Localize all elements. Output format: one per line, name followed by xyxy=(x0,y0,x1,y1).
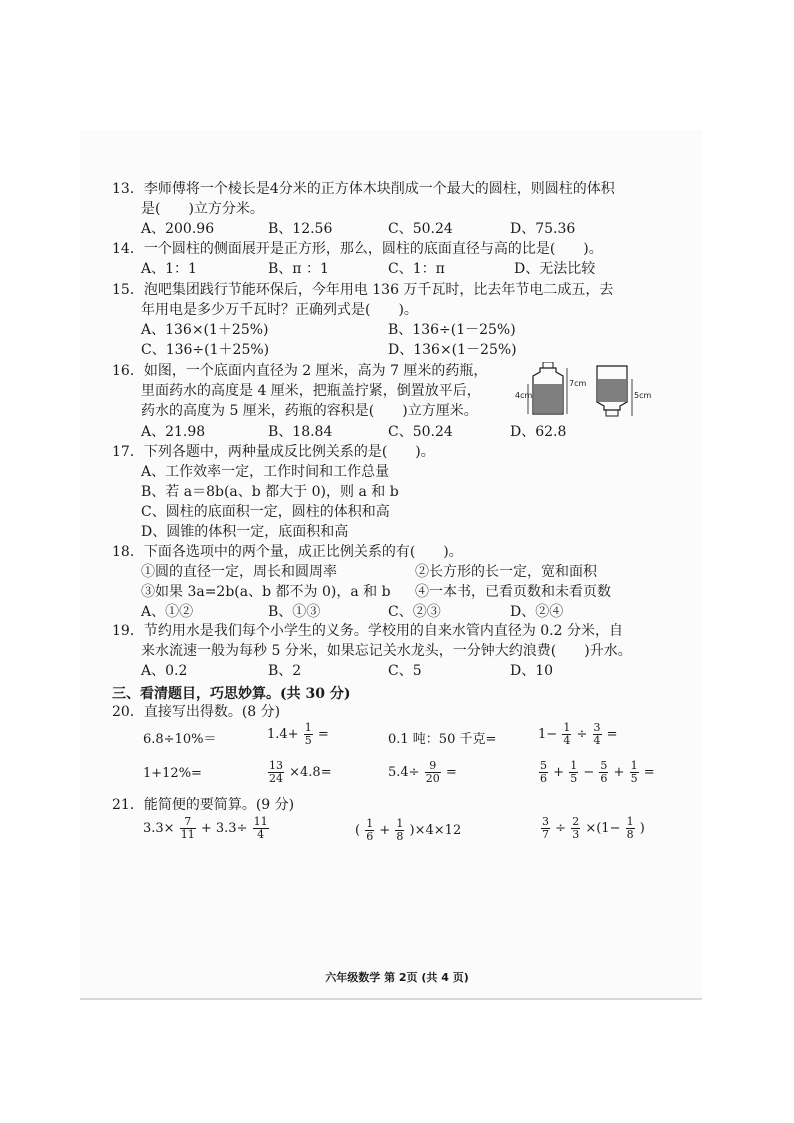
section-3-heading: 三、看清题目，巧思妙算。(共 30 分) xyxy=(112,686,351,702)
q20-expr-3-text: 0.1 吨：50 千克= xyxy=(388,732,497,747)
q13-line2: 是( )立方分米。 xyxy=(141,201,264,217)
numerator: 1 xyxy=(570,759,578,772)
fraction xyxy=(539,760,548,785)
q18-option-d: D、②④ xyxy=(510,604,564,620)
numerator: 1 xyxy=(626,815,634,828)
numerator: 1 xyxy=(366,817,374,830)
q20-expr-5 xyxy=(143,766,202,781)
denominator: 20 xyxy=(425,772,440,785)
q16-line3: 药水的高度为 5 厘米，药瓶的容积是( )立方厘米。 xyxy=(141,403,478,419)
numerator: 9 xyxy=(425,760,441,773)
q19-line1: 19．节约用水是我们每个小学生的义务。学校用的自来水管内直径为 0.2 分米，自 xyxy=(112,623,623,639)
q15-option-d: D、136×(1－25%) xyxy=(388,342,517,358)
q21-expr-1 xyxy=(143,816,270,841)
upright-bottle xyxy=(533,362,563,414)
denominator: 4 xyxy=(563,734,571,747)
q20-expr-2 xyxy=(267,722,329,747)
q19-option-c: C、5 xyxy=(388,663,422,679)
operator: + xyxy=(613,765,625,780)
q20-expr-4-tail: = xyxy=(606,727,618,742)
q20-expr-2-tail: = xyxy=(317,727,329,742)
scan-edge xyxy=(80,998,702,1000)
denominator: 4 xyxy=(257,828,265,841)
fraction xyxy=(569,760,578,785)
q15-line2: 年用电是多少万千瓦时？正确列式是( )。 xyxy=(141,302,418,318)
denominator: 8 xyxy=(626,828,634,841)
label-left-height: 4cm xyxy=(515,391,533,400)
numerator: 7 xyxy=(180,816,196,829)
q21-title: 21．能简便的要简算。(9 分) xyxy=(112,797,295,813)
q15-option-c: C、136÷(1＋25%) xyxy=(141,342,270,358)
numerator: 3 xyxy=(593,721,601,734)
denominator: 24 xyxy=(269,772,283,785)
q15-option-b: B、136÷(1－25%) xyxy=(388,322,516,338)
q20-expr-4-lead: 1− xyxy=(538,727,558,742)
denominator: 6 xyxy=(366,830,374,843)
fraction xyxy=(571,816,580,841)
denominator: 7 xyxy=(542,828,549,841)
denominator: 3 xyxy=(572,828,580,841)
q19-option-b: B、2 xyxy=(268,663,302,679)
operator: ÷ xyxy=(555,821,567,836)
q19-line2: 来水流速一般为每秒 5 分米，如果忘记关水龙头，一分钟大约浪费( )升水。 xyxy=(141,643,632,659)
q18-item-4: ④一本书，已看页数和未看页数 xyxy=(415,584,611,600)
numerator: 3 xyxy=(542,815,549,828)
fraction xyxy=(630,760,639,785)
denominator: 6 xyxy=(540,772,547,785)
label-right-height: 5cm xyxy=(634,391,652,400)
q13-option-c: C、50.24 xyxy=(388,221,453,237)
q20-expr-3 xyxy=(388,728,496,747)
q21-expr-2-lead: ( xyxy=(355,823,361,838)
fraction xyxy=(365,818,374,843)
operator: − xyxy=(583,765,595,780)
operator: + xyxy=(379,823,391,838)
numerator: 11 xyxy=(253,815,268,828)
q20-expr-1-text: 6.8÷10%＝ xyxy=(143,732,217,747)
q21-expr-3-mid: ×(1− xyxy=(585,821,621,836)
q20-expr-8 xyxy=(538,760,655,785)
q16-option-c: C、50.24 xyxy=(388,424,453,440)
q20-expr-8-tail: = xyxy=(643,765,655,780)
fraction xyxy=(562,722,571,747)
q20-expr-1 xyxy=(143,728,216,747)
q14-line1: 14．一个圆柱的侧面展开是正方形，那么，圆柱的底面直径与高的比是( )。 xyxy=(112,241,603,257)
label-bottle-height: 7cm xyxy=(569,379,587,388)
denominator: 5 xyxy=(630,772,638,785)
denominator: 5 xyxy=(304,734,312,747)
q20-expr-7-tail: = xyxy=(445,765,457,780)
q14-option-d: D、无法比较 xyxy=(514,261,596,277)
q19-option-d: D、10 xyxy=(510,663,554,679)
denominator: 4 xyxy=(593,734,601,747)
q17-line1: 17．下列各题中，两种量成反比例关系的是( )。 xyxy=(112,444,435,460)
fraction xyxy=(425,760,441,785)
q17-option-b: B、若 a＝8b(a、b 都大于 0)，则 a 和 b xyxy=(141,484,399,500)
numerator: 1 xyxy=(304,721,312,734)
numerator: 5 xyxy=(600,759,608,772)
q16-line1: 16．如图，一个底面内直径为 2 厘米，高为 7 厘米的药瓶， xyxy=(112,363,488,379)
q21-expr-2-tail: )×4×12 xyxy=(409,823,462,838)
operator: + 3.3÷ xyxy=(200,821,248,836)
q18-option-b: B、①③ xyxy=(268,604,321,620)
q18-item-1: ①圆的直径一定，周长和圆周率 xyxy=(141,564,337,580)
q13-option-a: A、200.96 xyxy=(141,221,215,237)
inverted-bottle xyxy=(597,366,627,416)
q15-line1: 15．泡吧集团践行节能环保后，今年用电 136 万千瓦时，比去年节电二成五，去 xyxy=(112,282,614,298)
fraction xyxy=(180,816,196,841)
fraction xyxy=(541,816,550,841)
q20-expr-7-lead: 5.4÷ xyxy=(388,765,420,780)
denominator: 11 xyxy=(180,828,195,841)
denominator: 6 xyxy=(600,772,608,785)
q14-option-a: A、1：1 xyxy=(141,261,197,277)
numerator: 1 xyxy=(630,759,638,772)
numerator: 1 xyxy=(563,721,571,734)
numerator: 13 xyxy=(269,759,283,772)
q18-option-a: A、①② xyxy=(141,604,194,620)
fraction xyxy=(626,816,635,841)
q17-option-d: D、圆锥的体积一定，底面积和高 xyxy=(141,524,349,540)
q13-option-b: B、12.56 xyxy=(268,221,333,237)
fraction xyxy=(268,760,284,785)
q18-line1: 18．下面各选项中的两个量，成正比例关系的有( )。 xyxy=(112,544,463,560)
q14-option-c: C、1：π xyxy=(388,261,445,277)
fraction xyxy=(304,722,313,747)
q20-expr-7 xyxy=(388,760,457,785)
fraction xyxy=(593,722,602,747)
page-footer: 六年级数学 第 2页 (共 4 页) xyxy=(325,971,469,984)
q21-expr-3 xyxy=(540,816,645,841)
q16-option-b: B、18.84 xyxy=(268,424,333,440)
q19-option-a: A、0.2 xyxy=(141,663,188,679)
q20-expr-6-tail: ×4.8= xyxy=(289,765,332,780)
fraction xyxy=(599,760,608,785)
q20-expr-5-text: 1+12%= xyxy=(143,766,202,781)
numerator: 2 xyxy=(572,815,580,828)
q13-line1: 13．李师傅将一个棱长是4分米的正方体木块削成一个最大的圆柱，则圆柱的体积 xyxy=(112,181,615,197)
q21-expr-3-tail: ) xyxy=(639,821,645,836)
medicine-bottle-diagram xyxy=(515,362,655,418)
numerator: 1 xyxy=(396,817,404,830)
q20-expr-6 xyxy=(267,760,332,785)
q14-option-b: B、π ：1 xyxy=(268,261,329,277)
operator: ÷ xyxy=(576,727,588,742)
q18-item-2: ②长方形的长一定，宽和面积 xyxy=(415,564,597,580)
q21-expr-1-lead: 3.3× xyxy=(143,821,175,836)
q13-option-d: D、75.36 xyxy=(510,221,576,237)
fraction xyxy=(253,816,269,841)
numerator: 5 xyxy=(540,759,547,772)
q16-line2: 里面药水的高度是 4 厘米，把瓶盖拧紧，倒置放平后， xyxy=(141,383,481,399)
q16-option-d: D、62.8 xyxy=(510,424,567,440)
denominator: 5 xyxy=(570,772,578,785)
q18-item-3: ③如果 3a=2b(a、b 都不为 0)，a 和 b xyxy=(141,584,391,600)
denominator: 8 xyxy=(396,830,404,843)
q17-option-c: C、圆柱的底面积一定，圆柱的体积和高 xyxy=(141,504,390,520)
fraction xyxy=(395,818,404,843)
q15-option-a: A、136×(1＋25%) xyxy=(141,322,269,338)
q17-option-a: A、工作效率一定，工作时间和工作总量 xyxy=(141,464,390,480)
q16-option-a: A、21.98 xyxy=(141,424,206,440)
q18-option-c: C、②③ xyxy=(388,604,441,620)
q20-expr-4 xyxy=(538,722,618,747)
operator: + xyxy=(553,765,565,780)
q20-title: 20．直接写出得数。(8 分) xyxy=(112,704,281,720)
q20-expr-2-lead: 1.4+ xyxy=(267,727,299,742)
q21-expr-2 xyxy=(355,818,461,843)
